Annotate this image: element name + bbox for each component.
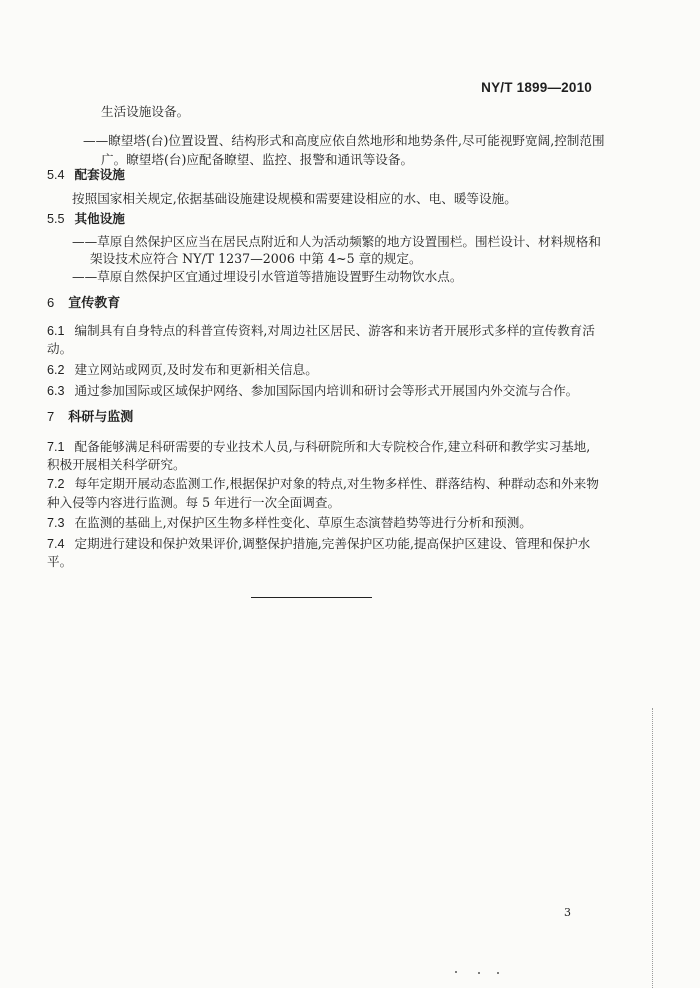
clause-number: 6.2 [47, 363, 65, 377]
text-line: 广。瞭望塔(台)应配备瞭望、监控、报警和通讯等设备。 [101, 152, 414, 167]
chapter-number: 6 [47, 295, 55, 310]
chapter-7-heading [47, 408, 133, 426]
chapter-number: 7 [47, 409, 55, 424]
clause-text: 建立网站或网页,及时发布和更新相关信息。 [74, 362, 318, 377]
section-title: 配套设施 [74, 167, 125, 182]
section-5-5-heading [47, 210, 125, 228]
clause-6-2 [47, 361, 318, 379]
scan-speck [455, 971, 457, 973]
clause-number: 7.2 [47, 477, 65, 491]
page-number: 3 [564, 906, 571, 919]
text-line: ——瞭望塔(台)位置设置、结构形式和高度应依自然地形和地势条件,尽可能视野宽阔,控制范围 [83, 133, 605, 148]
clause-text: 配备能够满足科研需要的专业技术人员,与科研院所和大专院校合作,建立科研和教学实习基地, [74, 439, 591, 454]
clause-number: 7.4 [47, 537, 65, 551]
clause-text: 每年定期开展动态监测工作,根据保护对象的特点,对生物多样性、群落结构、种群动态和外来物 [74, 476, 599, 491]
clause-6-3 [47, 382, 578, 400]
clause-text: 定期进行建设和保护效果评价,调整保护措施,完善保护区功能,提高保护区建设、管理和保护水 [74, 536, 591, 551]
section-title: 其他设施 [74, 211, 125, 226]
chapter-title: 科研与监测 [68, 409, 134, 424]
text-line: 生活设施设备。 [101, 104, 190, 119]
section-number: 5.4 [47, 168, 65, 182]
clause-number: 6.3 [47, 384, 65, 398]
clause-number: 7.1 [47, 440, 65, 454]
clause-number: 7.3 [47, 516, 65, 530]
text-line: 动。 [47, 341, 73, 356]
clause-number: 6.1 [47, 324, 65, 338]
scan-speck [497, 972, 499, 974]
text-line: ——草原自然保护区应当在居民点附近和人为活动频繁的地方设置围栏。围栏设计、材料规格和 [72, 234, 601, 249]
clause-text: 在监测的基础上,对保护区生物多样性变化、草原生态演替趋势等进行分析和预测。 [74, 515, 532, 530]
text-line: 积极开展相关科学研究。 [47, 457, 186, 472]
section-number: 5.5 [47, 212, 65, 226]
text-line: 架设技术应符合 NY/T 1237—2006 中第 4~5 章的规定。 [90, 251, 422, 266]
text-line: 按照国家相关规定,依据基础设施建设规模和需要建设相应的水、电、暖等设施。 [72, 191, 517, 206]
standard-code-header: NY/T 1899—2010 [481, 80, 592, 95]
clause-7-2 [47, 475, 599, 493]
section-5-4-heading [47, 166, 125, 184]
clause-text: 通过参加国际或区域保护网络、参加国际国内培训和研讨会等形式开展国内外交流与合作。 [74, 383, 579, 398]
clause-6-1 [47, 322, 595, 340]
clause-7-1 [47, 438, 590, 456]
clause-7-4 [47, 535, 590, 553]
clause-7-3 [47, 514, 532, 532]
clause-text: 编制具有自身特点的科普宣传资料,对周边社区居民、游客和来访者开展形式多样的宣传教育活 [74, 323, 595, 338]
scan-artifact-line [652, 708, 653, 988]
end-of-document-rule [251, 597, 372, 598]
text-line: 平。 [47, 554, 73, 569]
chapter-title: 宣传教育 [68, 295, 121, 310]
scan-speck [478, 972, 480, 974]
text-line: 种入侵等内容进行监测。每 5 年进行一次全面调查。 [47, 495, 341, 510]
text-line: ——草原自然保护区宜通过埋设引水管道等措施设置野生动物饮水点。 [72, 269, 463, 284]
chapter-6-heading [47, 294, 120, 312]
